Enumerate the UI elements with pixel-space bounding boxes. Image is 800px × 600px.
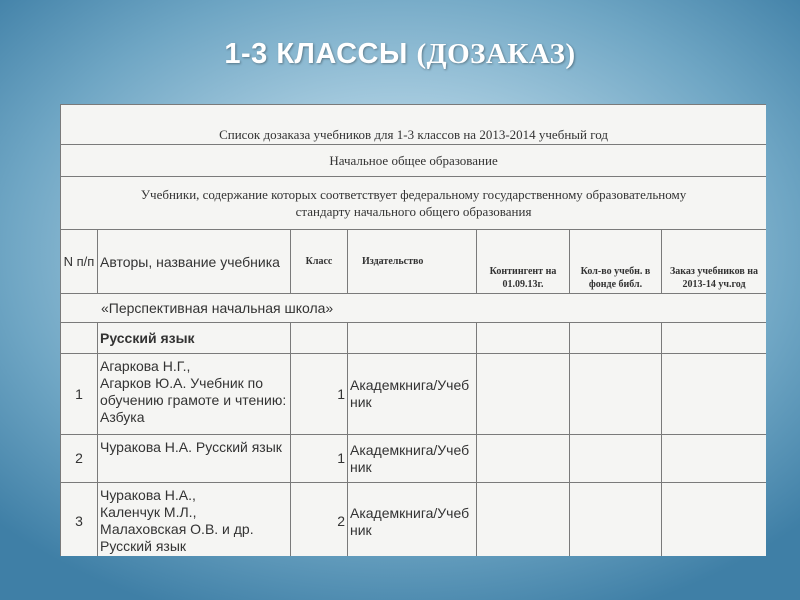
col-header-order: Заказ учебников на 2013-14 уч.год [662, 230, 767, 294]
empty-cell [477, 435, 570, 483]
col-header-authors: Авторы, название учебника [98, 230, 291, 294]
empty-cell [570, 354, 662, 435]
slide-title [0, 38, 800, 71]
row-grade: 1 [291, 354, 348, 435]
document-table-image [60, 104, 766, 556]
row-grade: 1 [291, 435, 348, 483]
subject-label: Русский язык [98, 323, 291, 354]
row-num: 3 [61, 483, 98, 557]
empty-cell [291, 323, 348, 354]
col-header-contingent: Контингент на 01.09.13г. [477, 230, 570, 294]
textbook-order-table [60, 104, 766, 556]
empty-cell [61, 323, 98, 354]
education-level: Начальное общее образование [61, 145, 767, 177]
row-grade: 2 [291, 483, 348, 557]
empty-cell [662, 323, 767, 354]
empty-cell [570, 323, 662, 354]
slide-title-main: 1-3 КЛАССЫ [224, 38, 408, 70]
col-header-stock: Кол-во учебн. в фонде библ. [570, 230, 662, 294]
row-publisher: Академкнига/Учебник [348, 483, 477, 557]
empty-cell [477, 354, 570, 435]
empty-cell [570, 435, 662, 483]
col-header-num: N п/п [61, 230, 98, 294]
col-header-grade: Класс [291, 230, 348, 294]
standard-note-line2: стандарту начального общего образования [295, 204, 532, 219]
empty-cell [662, 435, 767, 483]
empty-cell [477, 323, 570, 354]
empty-cell [570, 483, 662, 557]
empty-cell [662, 354, 767, 435]
col-header-publisher: Издательство [348, 230, 477, 294]
row-authors: Агаркова Н.Г., Агарков Ю.А. Учебник по обучению грамоте и чтению: Азбука [98, 354, 291, 435]
empty-cell [348, 323, 477, 354]
row-authors: Чуракова Н.А. Русский язык [98, 435, 291, 483]
row-publisher: Академкнига/Учебник [348, 435, 477, 483]
table-row [61, 483, 767, 557]
row-publisher: Академкнига/Учебник [348, 354, 477, 435]
empty-cell [477, 483, 570, 557]
row-authors: Чуракова Н.А., Каленчук М.Л., Малаховская О.В. и др. Русский язык [98, 483, 291, 557]
slide-title-sub: (ДОЗАКАЗ) [416, 38, 576, 70]
table-row [61, 435, 767, 483]
table-heading: Список дозаказа учебников для 1-3 классов на 2013-2014 учебный год [61, 105, 767, 145]
standard-note [61, 177, 767, 230]
table-row [61, 354, 767, 435]
row-num: 1 [61, 354, 98, 435]
standard-note-line1: Учебники, содержание которых соответствует федеральному государственному образовательному [140, 187, 687, 202]
row-num: 2 [61, 435, 98, 483]
empty-cell [662, 483, 767, 557]
program-section: «Перспективная начальная школа» [61, 294, 767, 323]
